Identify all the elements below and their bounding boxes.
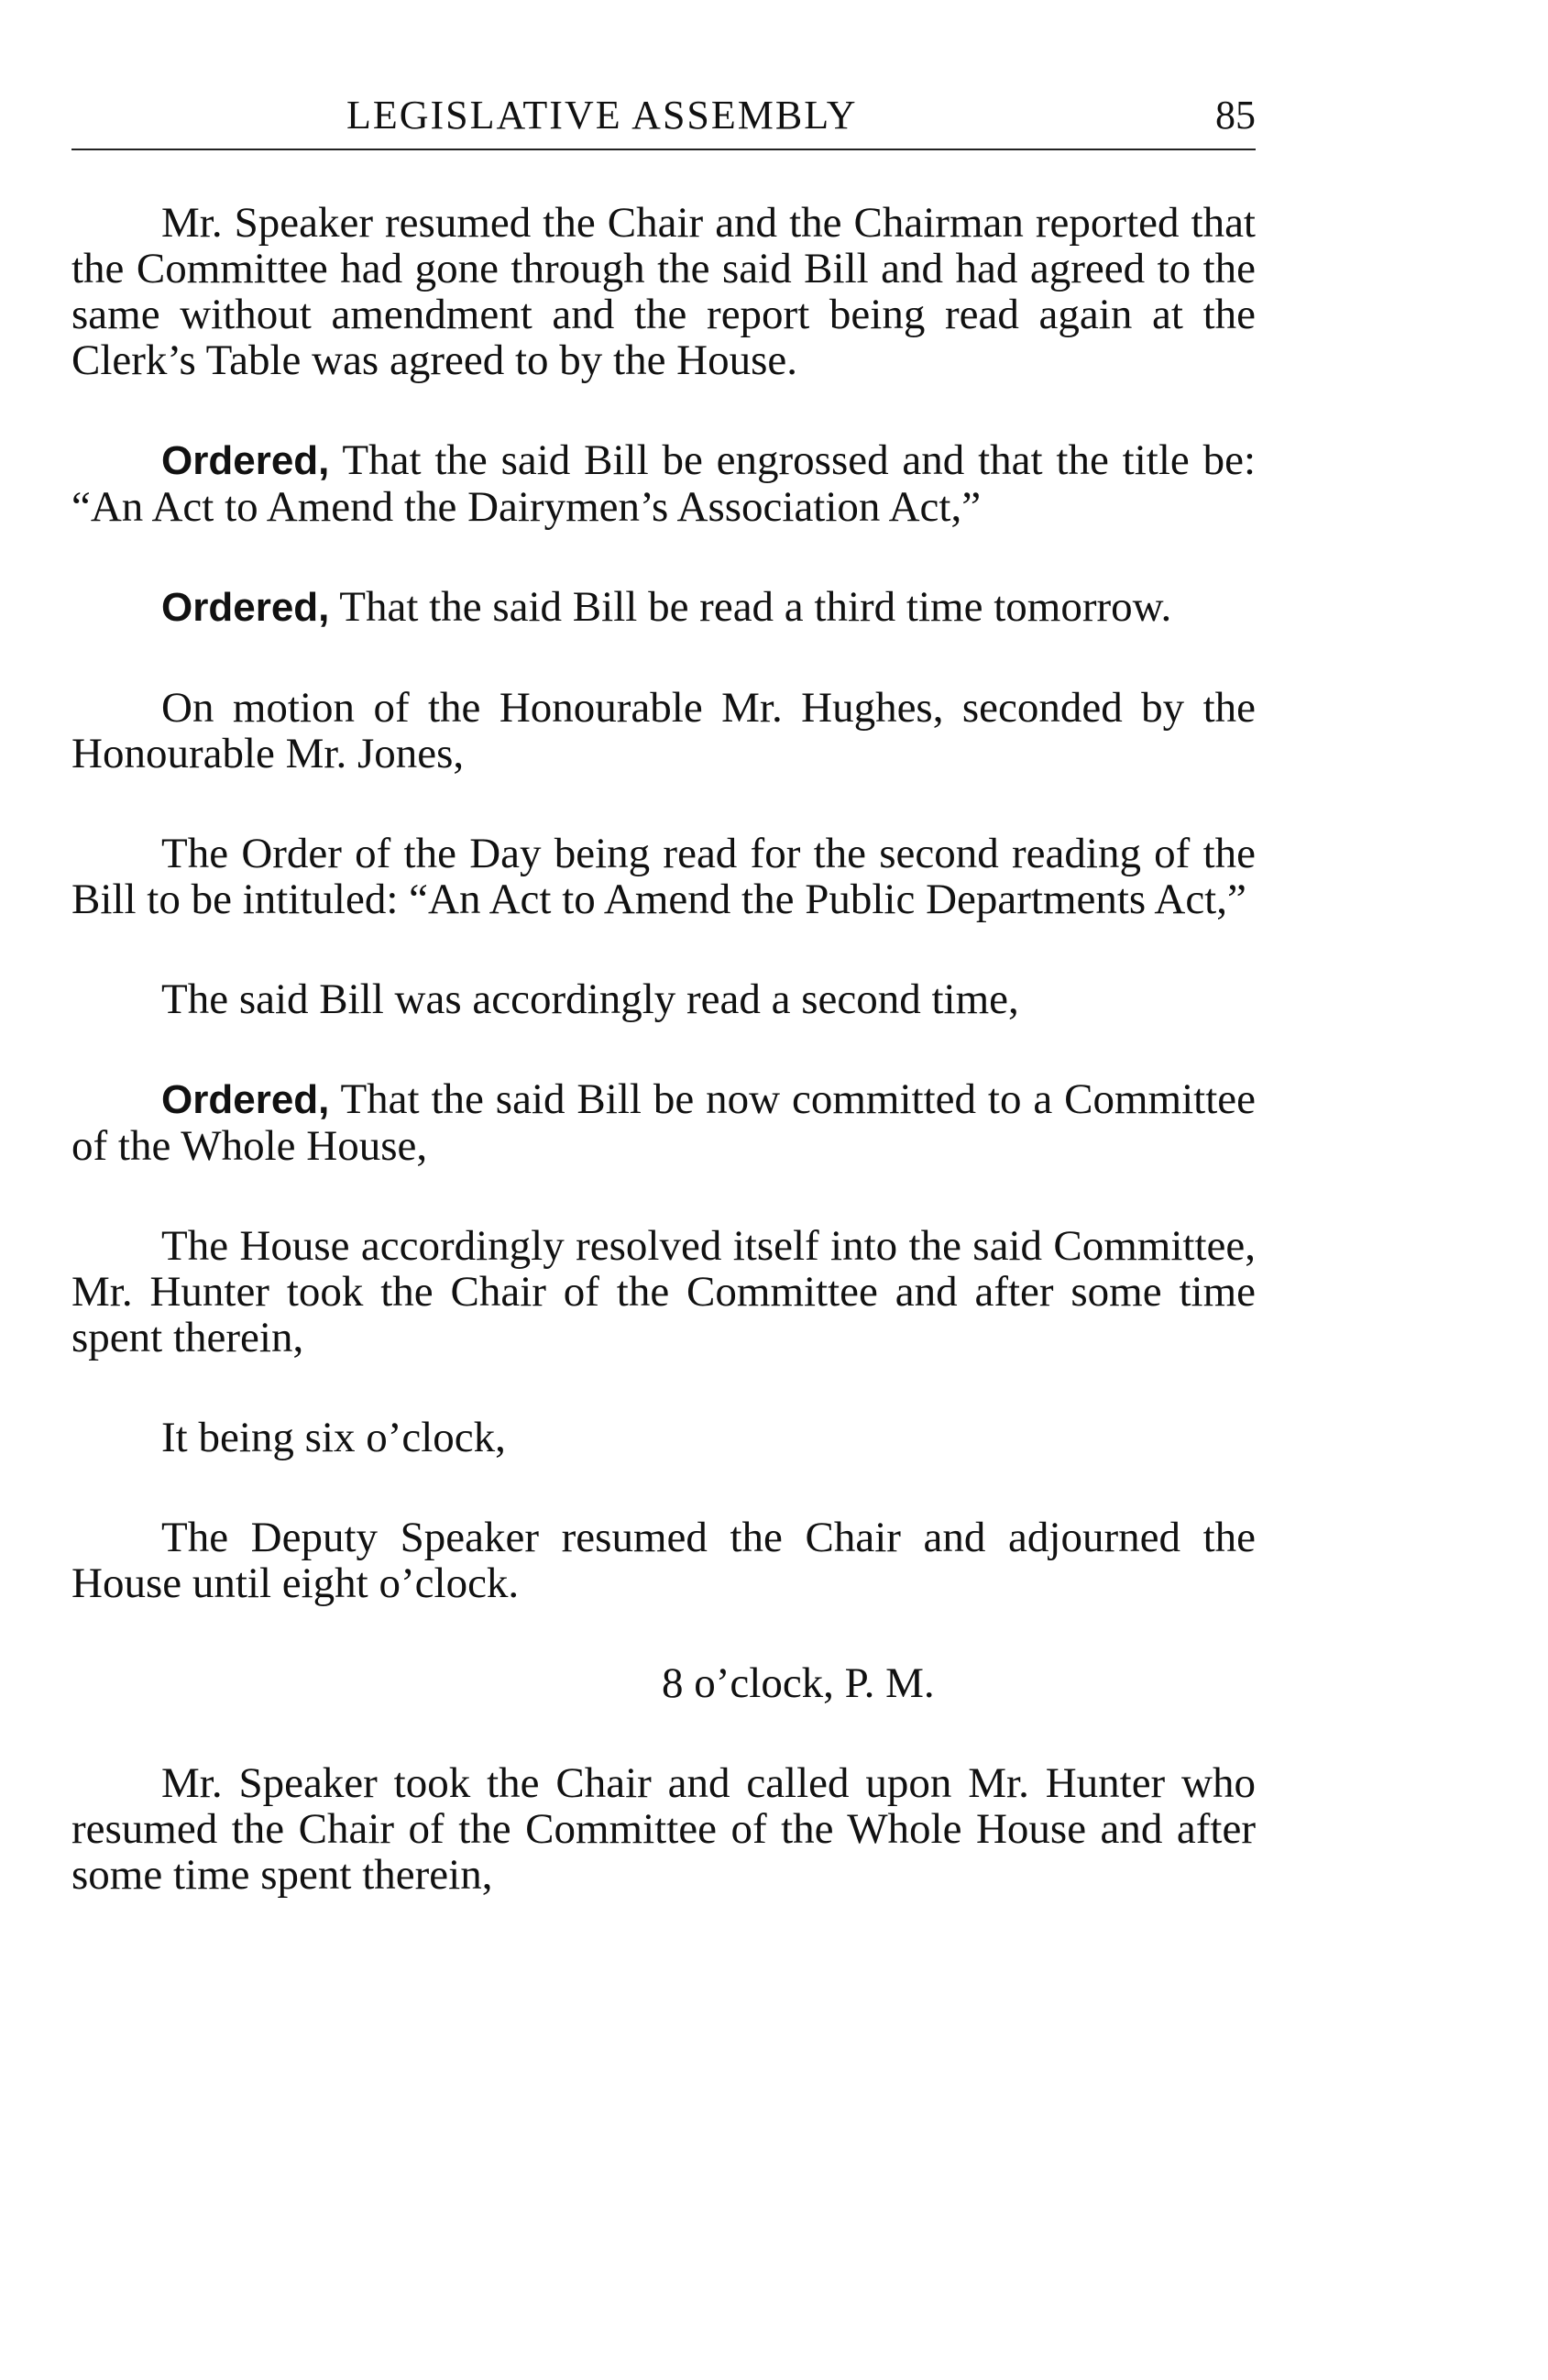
paragraph-second-reading: The said Bill was accordingly read a second time, (161, 975, 1019, 1023)
paragraph-house-resolved: The House accordingly resolved itself into the said Committee, Mr. Hunter took the Chair of the Committee and after some time spent therein, (71, 1222, 1256, 1361)
ordered-text: That the said Bill be now committed to a Committee of the Whole House, (71, 1075, 1256, 1170)
paragraph-ordered-engrossed (71, 437, 1256, 530)
page-number: 85 (1215, 93, 1256, 138)
paragraph-six-oclock: It being six o’clock, (161, 1414, 506, 1461)
paragraph-speaker-resumed: Mr. Speaker resumed the Chair and the Chairman reported that the Committee had gone through the said Bill and had agreed to the same without amendment and the report being read again at the Clerk’s Table was agreed to by the House. (71, 199, 1256, 384)
paragraph-ordered-third-time (71, 584, 1256, 631)
running-header (71, 92, 1256, 150)
paragraph-motion: On motion of the Honourable Mr. Hughes, seconded by the Honourable Mr. Jones, (71, 684, 1256, 777)
paragraph-deputy-speaker: The Deputy Speaker resumed the Chair and adjourned the House until eight o’clock. (71, 1514, 1256, 1607)
paragraph-speaker-took-chair: Mr. Speaker took the Chair and called upon Mr. Hunter who resumed the Chair of the Committee of the Whole House and after some time spent therein, (71, 1759, 1256, 1899)
page-body (71, 200, 1256, 1952)
ordered-label: Ordered, (161, 438, 330, 483)
ordered-text: That the said Bill be read a third time tomorrow. (329, 583, 1172, 631)
paragraph-order-of-day: The Order of the Day being read for the second reading of the Bill to be intituled: “An Act to Amend the Public Departments Act,” (71, 830, 1256, 923)
time-heading: 8 o’clock, P. M. (662, 1659, 935, 1707)
ordered-label: Ordered, (161, 1077, 330, 1122)
header-title: LEGISLATIVE ASSEMBLY (346, 93, 858, 138)
paragraph-ordered-committed (71, 1076, 1256, 1169)
ordered-label: Ordered, (161, 585, 330, 630)
ordered-text: That the said Bill be engrossed and that the title be: “An Act to Amend the Dairymen’s Association Act,” (71, 436, 1256, 531)
